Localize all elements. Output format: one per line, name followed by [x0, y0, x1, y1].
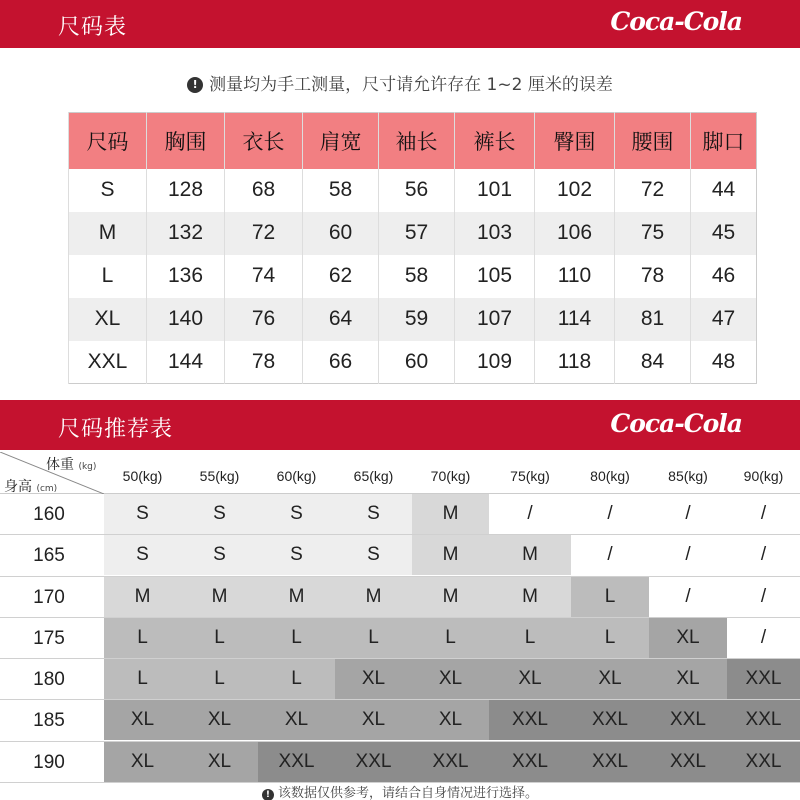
measurement-cell: 102 [535, 169, 615, 212]
measurement-note [0, 70, 800, 95]
height-unit: (cm) [36, 484, 58, 494]
size-recommendation-cell: XL [649, 618, 727, 658]
measurement-cell: 66 [303, 341, 379, 384]
measurement-cell: 109 [455, 341, 535, 384]
measurement-cell: 128 [147, 169, 225, 212]
measurement-cell: 72 [225, 212, 303, 255]
table-row [0, 700, 800, 741]
size-recommendation-cell: L [571, 577, 649, 617]
measurement-cell: 74 [225, 255, 303, 298]
weight-column-header: 80(kg) [590, 468, 630, 484]
disclaimer-text: 该数据仅供参考，请结合自身情况进行选择。 [277, 786, 538, 800]
measurement-cell: 58 [379, 255, 455, 298]
size-recommendation-cell: XXL [489, 700, 571, 740]
size-recommendation-cell: XL [335, 659, 412, 699]
size-recommendation-cell: L [181, 618, 258, 658]
size-recommendation-cell: XXL [649, 700, 727, 740]
measurement-cell: 84 [615, 341, 691, 384]
size-recommendation-cell: S [258, 494, 335, 534]
measurement-cell: 57 [379, 212, 455, 255]
size-recommendation-cell: L [104, 659, 181, 699]
size-recommendation-cell: / [649, 577, 727, 617]
table-row [69, 298, 757, 341]
measurement-cell: 103 [455, 212, 535, 255]
size-table-header-cell: 胸围 [147, 113, 225, 169]
size-recommendation-cell: L [258, 618, 335, 658]
size-table-header-cell: 袖长 [379, 113, 455, 169]
table-row [69, 341, 757, 384]
measurement-cell: 68 [225, 169, 303, 212]
weight-column-header: 50(kg) [122, 468, 163, 484]
weight-label: 体重 [46, 457, 74, 473]
weight-column-header: 90(kg) [743, 468, 784, 484]
size-table-header-cell: 臀围 [535, 113, 615, 169]
weight-column-header: 85(kg) [668, 468, 708, 484]
size-recommendation-cell: M [412, 577, 489, 617]
measurement-cell: 136 [147, 255, 225, 298]
size-table-header-cell: 衣长 [225, 113, 303, 169]
size-recommendation-cell: XL [104, 742, 181, 782]
table-row [0, 494, 800, 535]
measurement-cell: 56 [379, 169, 455, 212]
size-table [68, 112, 757, 384]
size-recommendation-cell: / [649, 494, 727, 534]
size-chart-title: 尺码表 [58, 15, 128, 40]
size-recommendation-cell: L [335, 618, 412, 658]
weight-column-header: 65(kg) [353, 468, 394, 484]
table-row [0, 618, 800, 659]
size-recommendation-cell: S [335, 535, 412, 575]
size-recommendation-cell: XXL [649, 742, 727, 782]
weight-unit: (kg) [78, 462, 97, 472]
weight-column-header: 60(kg) [276, 468, 317, 484]
size-label-cell: L [69, 255, 147, 298]
size-recommendation-cell: M [412, 494, 489, 534]
measurement-cell: 105 [455, 255, 535, 298]
size-recommendation-cell: S [104, 535, 181, 575]
table-row [0, 659, 800, 700]
size-recommendation-cell: / [727, 577, 800, 617]
height-row-label: 170 [33, 586, 65, 608]
exclamation-icon: ! [262, 789, 274, 800]
size-chart-banner [0, 0, 800, 48]
measurement-cell: 76 [225, 298, 303, 341]
size-recommendation-cell: L [489, 618, 571, 658]
size-recommendation-cell: XXL [727, 659, 800, 699]
size-recommendation-cell: M [412, 535, 489, 575]
measurement-cell: 81 [615, 298, 691, 341]
size-table-header-cell: 裤长 [455, 113, 535, 169]
size-recommendation-cell: / [727, 618, 800, 658]
height-row-label: 165 [33, 545, 65, 567]
weight-column-header: 70(kg) [430, 468, 471, 484]
size-recommendation-cell: M [489, 577, 571, 617]
size-recommendation-cell: XL [571, 659, 649, 699]
measurement-note-text: 测量均为手工测量，尺寸请允许存在 1~2 厘米的误差 [209, 75, 613, 95]
height-row-label: 160 [33, 504, 65, 525]
size-recommendation-cell: XL [104, 700, 181, 740]
measurement-cell: 132 [147, 212, 225, 255]
measurement-cell: 47 [691, 298, 757, 341]
measurement-cell: 62 [303, 255, 379, 298]
measurement-cell: 106 [535, 212, 615, 255]
size-recommendation-cell: XL [412, 700, 489, 740]
size-recommendation-cell: XL [412, 659, 489, 699]
size-label-cell: XXL [69, 341, 147, 384]
size-recommendation-cell: L [181, 659, 258, 699]
size-recommendation-cell: M [104, 577, 181, 617]
measurement-cell: 44 [691, 169, 757, 212]
table-row [69, 212, 757, 255]
coca-cola-logo: Coca-Cola [610, 7, 742, 36]
size-recommendation-cell: S [258, 535, 335, 575]
size-recommendation-cell: XL [649, 659, 727, 699]
size-table-header-cell: 肩宽 [303, 113, 379, 169]
measurement-cell: 59 [379, 298, 455, 341]
size-recommendation-cell: L [104, 618, 181, 658]
measurement-cell: 107 [455, 298, 535, 341]
size-table-header-cell: 腰围 [615, 113, 691, 169]
measurement-cell: 58 [303, 169, 379, 212]
weight-axis-label [46, 454, 96, 474]
measurement-cell: 140 [147, 298, 225, 341]
size-label-cell: XL [69, 298, 147, 341]
weight-header-row [0, 452, 800, 494]
size-recommendation-cell: / [571, 535, 649, 575]
size-recommendation-cell: XXL [489, 742, 571, 782]
size-recommendation-cell: XL [181, 742, 258, 782]
size-label-cell: M [69, 212, 147, 255]
size-recommendation-cell: XL [489, 659, 571, 699]
size-recommendation-cell: / [489, 494, 571, 534]
size-recommendation-cell: XXL [335, 742, 412, 782]
size-recommendation-cell: XL [181, 700, 258, 740]
size-recommendation-cell: L [258, 659, 335, 699]
coca-cola-logo: Coca-Cola [610, 409, 742, 438]
size-recommendation-cell: M [489, 535, 571, 575]
table-row [69, 255, 757, 298]
table-row [0, 742, 800, 783]
height-row-label: 190 [33, 751, 65, 773]
weight-column-header: 75(kg) [510, 468, 550, 484]
corner-cell [0, 452, 104, 494]
measurement-cell: 72 [615, 169, 691, 212]
weight-column-header: 55(kg) [199, 468, 240, 484]
size-recommendation-cell: / [727, 494, 800, 534]
disclaimer-note [0, 782, 800, 800]
size-recommendation-banner [0, 400, 800, 450]
size-label-cell: S [69, 169, 147, 212]
size-recommendation-cell: / [727, 535, 800, 575]
measurement-cell: 60 [379, 341, 455, 384]
size-recommendation-cell: XL [335, 700, 412, 740]
table-row [0, 577, 800, 618]
size-table-header-row [69, 113, 757, 169]
size-recommendation-cell: S [104, 494, 181, 534]
measurement-cell: 45 [691, 212, 757, 255]
size-recommendation-cell: S [181, 535, 258, 575]
size-recommendation-cell: XXL [727, 700, 800, 740]
size-recommendation-cell: L [412, 618, 489, 658]
size-recommendation-cell: S [335, 494, 412, 534]
measurement-cell: 114 [535, 298, 615, 341]
measurement-cell: 101 [455, 169, 535, 212]
size-recommendation-cell: S [181, 494, 258, 534]
size-recommendation-cell: M [181, 577, 258, 617]
size-recommendation-cell: XXL [727, 742, 800, 782]
size-recommendation-cell: / [571, 494, 649, 534]
table-row [69, 169, 757, 212]
height-row-label: 175 [33, 627, 65, 649]
size-recommendation-cell: XL [258, 700, 335, 740]
height-row-label: 180 [33, 669, 65, 691]
size-table-header-cell: 脚口 [691, 113, 757, 169]
table-row [0, 535, 800, 576]
measurement-cell: 110 [535, 255, 615, 298]
size-recommendation-cell: XXL [258, 742, 335, 782]
measurement-cell: 60 [303, 212, 379, 255]
size-recommendation-cell: XXL [412, 742, 489, 782]
measurement-cell: 144 [147, 341, 225, 384]
size-recommendation-title: 尺码推荐表 [58, 417, 174, 442]
measurement-cell: 78 [225, 341, 303, 384]
size-recommendation-cell: XXL [571, 700, 649, 740]
size-recommendation-cell: M [258, 577, 335, 617]
measurement-cell: 118 [535, 341, 615, 384]
size-recommendation-cell: XXL [571, 742, 649, 782]
size-recommendation-cell: L [571, 618, 649, 658]
size-recommendation-cell: M [335, 577, 412, 617]
size-recommendation-grid [0, 452, 800, 783]
measurement-cell: 78 [615, 255, 691, 298]
measurement-cell: 64 [303, 298, 379, 341]
exclamation-icon: ! [187, 77, 203, 93]
height-row-label: 185 [33, 710, 65, 732]
height-axis-label [4, 476, 57, 496]
size-table-header-cell: 尺码 [69, 113, 147, 169]
height-label: 身高 [4, 479, 32, 495]
measurement-cell: 75 [615, 212, 691, 255]
size-recommendation-cell: / [649, 535, 727, 575]
measurement-cell: 48 [691, 341, 757, 384]
measurement-cell: 46 [691, 255, 757, 298]
